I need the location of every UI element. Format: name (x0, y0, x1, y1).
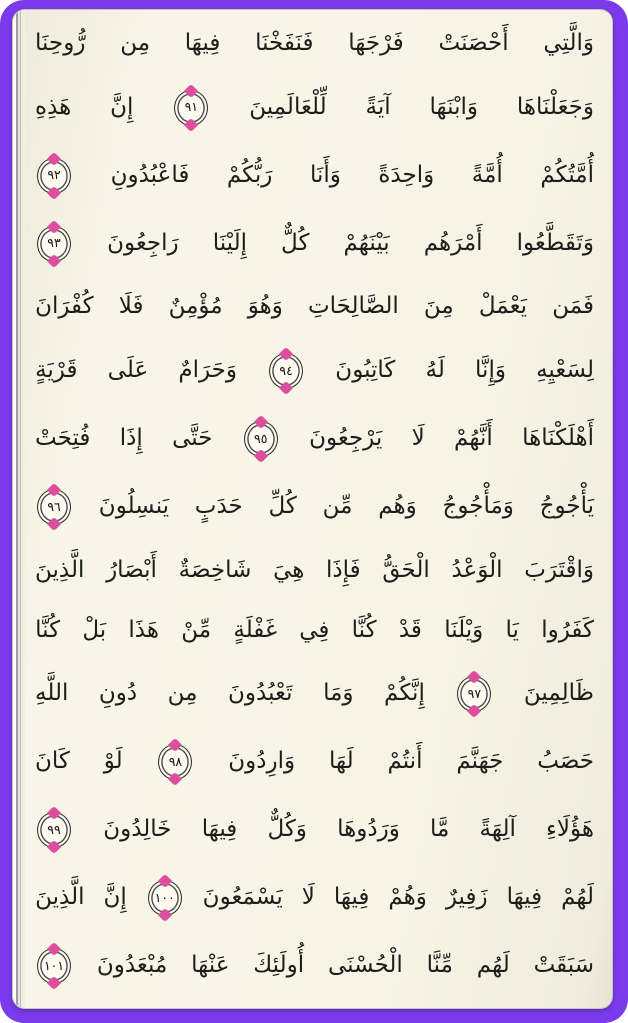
mushaf-page[interactable] (12, 9, 613, 1009)
mushaf-line (35, 676, 594, 712)
quran-word: اللَّهِ (35, 680, 69, 707)
quran-word: فِيهَا (333, 884, 370, 911)
mushaf-line (35, 158, 594, 194)
verse-end-marker (244, 421, 278, 457)
quran-word: يَنسِلُونَ (98, 493, 170, 520)
quran-word: كَانَ (35, 748, 70, 775)
quran-word: مِّنْ (181, 616, 212, 643)
quran-word: كُلِّ (268, 493, 297, 520)
quran-word: عَلَى (107, 357, 149, 384)
quran-word: بَيْنَهُمْ (343, 229, 390, 256)
quran-word: وَمَأْجُوجُ (442, 493, 514, 520)
quran-word: آلِهَةً (479, 816, 516, 843)
verse-end-marker (37, 226, 71, 262)
quran-word: مِّنَّا (426, 952, 453, 979)
quran-word: إِذَا (119, 425, 143, 452)
quran-word: وَهُوَ (247, 293, 283, 320)
quran-word: إِنَّكُمْ (384, 680, 425, 707)
mushaf-line (35, 744, 594, 780)
quran-word: أَمْرَهُم (423, 229, 483, 256)
verse-end-marker (37, 812, 71, 848)
verse-number: ٩٢ (47, 167, 61, 183)
quran-word: فُتِحَتْ (35, 425, 91, 452)
quran-word: إِلَيْنَا (212, 229, 247, 256)
quran-word: أَحْصَنَتْ (438, 30, 509, 56)
quran-word: الْحُسْنَى (327, 952, 403, 979)
quran-word: جَهَنَّمَ (456, 748, 504, 775)
quran-word: فِيهَا (201, 816, 238, 843)
verse-number: ٩٤ (279, 362, 293, 378)
quran-word: قَرْيَةٍ (35, 357, 78, 384)
quran-word: أَبْصَارُ (106, 556, 157, 583)
quran-word: وَارِدُونَ (228, 748, 296, 775)
quran-word: فِيهَا (184, 30, 221, 56)
quran-word: آيَةً (365, 93, 391, 120)
quran-word: أَنتُمْ (387, 748, 423, 775)
quran-word: وَاقْتَرَبَ (524, 556, 594, 583)
verse-end-marker (148, 880, 182, 916)
mushaf-line (35, 812, 594, 848)
quran-word: لَهُم (476, 952, 510, 979)
quran-word: مِن (167, 680, 198, 707)
quran-word: يَا (505, 616, 519, 643)
quran-word: أَهْلَكْنَاهَا (522, 425, 594, 452)
quran-word: دُونِ (98, 680, 138, 707)
verse-number: ٩٣ (47, 235, 61, 251)
quran-word: مِن (120, 30, 151, 56)
quran-word: حَصَبُ (537, 748, 594, 775)
quran-word: كَفَرُوا (541, 616, 594, 643)
quran-word: إِنَّ (103, 884, 127, 911)
quran-word: إِنَّ (110, 93, 134, 120)
quran-word: أُمَّتُكُمْ (540, 161, 594, 188)
quran-word: وَإِنَّا (475, 357, 506, 384)
mushaf-line (35, 353, 594, 389)
quran-word: عَنْهَا (191, 952, 230, 979)
mushaf-line (35, 293, 594, 321)
verse-number: ٩٥ (254, 430, 268, 446)
quran-word: كُفْرَانَ (35, 293, 94, 320)
quran-word: رَاجِعُونَ (107, 229, 179, 256)
quran-word: فِيهَا (506, 884, 543, 911)
mushaf-line (35, 617, 594, 645)
quran-word: غَفْلَةٍ (233, 616, 277, 643)
quran-word: وَالَّتِي (543, 30, 594, 56)
page-spine-edge (13, 10, 25, 1008)
quran-word: وَكُلٌّ (267, 816, 307, 843)
quran-word: رُّوحِنَا (35, 30, 86, 56)
quran-word: بَلْ (82, 616, 107, 643)
quran-word: فِي (299, 616, 330, 643)
quran-word: لَهَا (328, 748, 354, 775)
quran-word: لِّلْعَالَمِينَ (249, 93, 327, 120)
verse-number: ٩١ (184, 99, 199, 115)
quran-word: هَذَا (128, 616, 159, 643)
mushaf-line (35, 489, 594, 525)
quran-word: وَجَعَلْنَاهَا (516, 93, 594, 120)
quran-word: وَابْنَهَا (429, 93, 478, 120)
quran-word: زَفِيرٌ (445, 884, 488, 911)
quran-word: وَتَقَطَّعُوا (516, 229, 594, 256)
mushaf-line (35, 30, 594, 58)
quran-word: مُؤْمِنٌ (168, 293, 223, 320)
quran-word: مِنَ (423, 293, 454, 320)
verse-end-marker (37, 158, 71, 194)
quran-word: شَاخِصَةٌ (178, 556, 252, 583)
quran-word: لَوْ (103, 748, 123, 775)
quran-word: قَدْ (398, 616, 422, 643)
quran-word: كُنَّا (35, 616, 61, 643)
quran-word: فَلَا (118, 293, 144, 320)
quran-word: مِّن (322, 493, 353, 520)
quran-word: حَدَبٍ (194, 493, 243, 520)
quran-word: أُمَّةً (471, 161, 503, 188)
quran-text-area (31, 10, 598, 1008)
quran-word: لِسَعْيِهِ (536, 357, 594, 384)
quran-word: كُلٌّ (281, 229, 310, 256)
verse-number: ١٠١ (43, 957, 65, 973)
quran-word: وَمَا (323, 680, 354, 707)
quran-word: لَهُ (425, 357, 445, 384)
quran-word: وَاحِدَةً (378, 161, 435, 188)
quran-word: يَأْجُوجُ (539, 493, 594, 520)
quran-word: يَسْمَعُونَ (202, 884, 283, 911)
verse-end-marker (269, 353, 303, 389)
verse-end-marker (457, 676, 491, 712)
quran-word: لَا (301, 884, 315, 911)
mushaf-line (35, 90, 594, 126)
quran-word: وَحَرَامٌ (178, 357, 237, 384)
quran-word: وَهُمْ (388, 884, 427, 911)
mushaf-line (35, 948, 594, 984)
quran-word: فَمَن (552, 293, 594, 320)
verse-number: ٩٩ (47, 821, 61, 837)
verse-end-marker (37, 948, 71, 984)
quran-word: تَعْبُدُونَ (228, 680, 293, 707)
quran-word: فَرْجَهَا (348, 30, 404, 56)
verse-number: ٩٧ (467, 685, 482, 701)
quran-word: الْوَعْدُ (451, 556, 503, 583)
verse-end-marker (174, 90, 208, 126)
quran-word: يَرْجِعُونَ (309, 425, 383, 452)
quran-word: فَنَفَخْنَا (255, 30, 314, 56)
mushaf-line (35, 557, 594, 585)
quran-word: أَنَّهُمْ (454, 425, 493, 452)
quran-word: وَهُم (378, 493, 417, 520)
verse-end-marker (37, 489, 71, 525)
quran-word: مَّا (430, 816, 450, 843)
quran-word: الَّذِينَ (35, 556, 85, 583)
quran-word: الصَّالِحَاتِ (307, 293, 399, 320)
quran-word: رَبُّكُمْ (226, 161, 273, 188)
quran-word: لَهُمْ (561, 884, 594, 911)
quran-word: الَّذِينَ (35, 884, 85, 911)
quran-word: هَؤُلَاءِ (546, 816, 594, 843)
mushaf-line (35, 880, 594, 916)
verse-number: ٩٦ (47, 498, 61, 514)
quran-word: كُنَّا (351, 616, 377, 643)
quran-word: وَأَنَا (309, 161, 341, 188)
quran-word: ظَالِمِينَ (523, 680, 594, 707)
quran-word: الْحَقُّ (382, 556, 430, 583)
verse-number: ١٠٠ (154, 889, 175, 905)
quran-word: أُولَئِكَ (253, 952, 305, 979)
quran-word: فَإِذَا (326, 556, 361, 583)
verse-end-marker (158, 744, 192, 780)
quran-word: لَا (411, 425, 425, 452)
mushaf-line (35, 421, 594, 457)
quran-word: كَاتِبُونَ (335, 357, 396, 384)
verse-number: ٩٨ (168, 753, 183, 769)
quran-word: مُبْعَدُونَ (96, 952, 168, 979)
quran-word: هَذِهِ (35, 93, 72, 120)
quran-word: حَتَّى (172, 425, 213, 452)
quran-word: هِيَ (273, 556, 305, 583)
quran-word: وَرَدُوهَا (337, 816, 400, 843)
quran-word: سَبَقَتْ (533, 952, 594, 979)
quran-word: فَاعْبُدُونِ (110, 161, 190, 188)
quran-word: يَعْمَلْ (478, 293, 528, 320)
quran-word: خَالِدُونَ (103, 816, 172, 843)
quran-word: وَيْلَنَا (444, 616, 484, 643)
mushaf-line (35, 226, 594, 262)
